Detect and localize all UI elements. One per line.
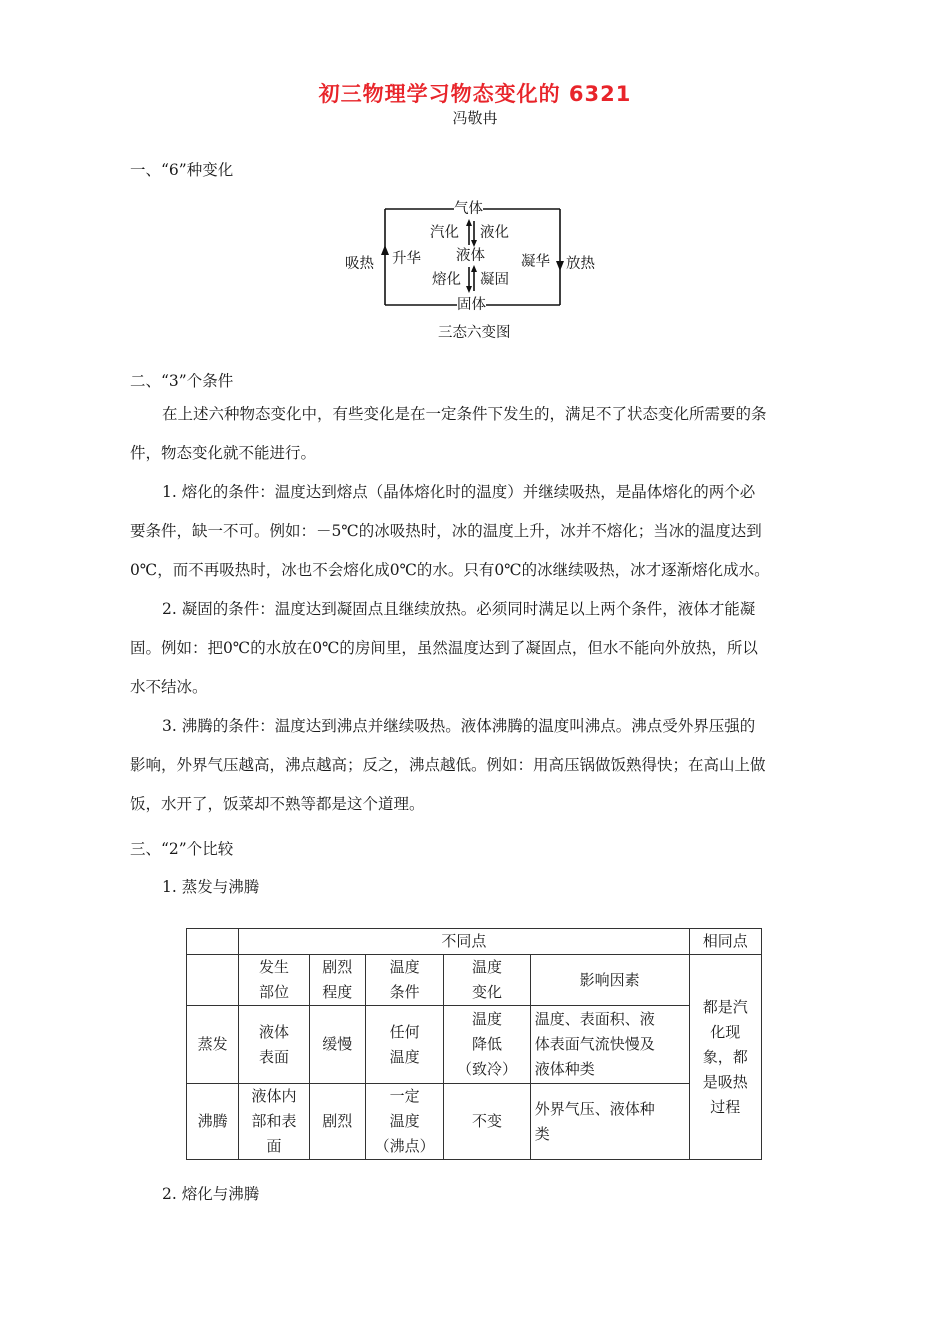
section1-heading: 一、“6”种变化 (130, 161, 234, 179)
table-row (187, 929, 762, 955)
same-points-cell: 都是汽 化现 象，都 是吸热 过程 (689, 955, 761, 1160)
deposit-label: 凝华 (521, 254, 550, 270)
item2-line-1: 2. 凝固的条件：温度达到凝固点且继续放热。必须同时满足以上两个条件，液体才能凝 (162, 600, 756, 618)
table-row (187, 955, 762, 1006)
evap-location: 液体 表面 (239, 1006, 309, 1084)
item1-line-1: 1. 熔化的条件：温度达到熔点（晶体熔化时的温度）并继续吸热，是晶体熔化的两个必 (162, 483, 756, 501)
absorb-heat-label: 吸热 (345, 256, 374, 272)
sublimation-arrowhead (381, 245, 389, 255)
table-row (187, 1084, 762, 1160)
liquefy-label: 液化 (480, 225, 509, 241)
section3-heading: 三、“2”个比较 (130, 840, 234, 858)
header-temp-condition: 温度 条件 (365, 955, 443, 1006)
item3-line-1: 3. 沸腾的条件：温度达到沸点并继续吸热。液体沸腾的温度叫沸点。沸点受外界压强的 (162, 717, 756, 735)
comparison-table (186, 928, 762, 1160)
header-factors: 影响因素 (530, 955, 689, 1006)
boil-location: 液体内 部和表 面 (239, 1084, 309, 1160)
vaporize-label: 汽化 (430, 225, 459, 241)
release-heat-label: 放热 (566, 256, 595, 272)
freeze-label: 凝固 (480, 272, 509, 288)
header-temp-change: 温度 变化 (444, 955, 530, 1006)
boil-factors: 外界气压、液体种 类 (530, 1084, 689, 1160)
item3-line-2: 影响，外界气压越高，沸点越高；反之，沸点越低。例如：用高压锅做饭熟得快；在高山上做 (130, 756, 766, 774)
evap-temp-change: 温度 降低 （致冷） (444, 1006, 530, 1084)
item3-line-3: 饭，水开了，饭菜却不熟等都是这个道理。 (130, 795, 425, 813)
item2-line-3: 水不结冰。 (130, 678, 208, 696)
solid-label: 固体 (457, 297, 486, 313)
item2-line-2: 固。例如：把0℃的水放在0℃的房间里，虽然温度达到了凝固点，但水不能向外放热，所以 (130, 639, 758, 657)
table-cell-empty (187, 929, 239, 955)
item1-line-3: 0℃，而不再吸热时，冰也不会熔化成0℃的水。只有0℃的冰继续吸热，冰才逐渐熔化成水。 (130, 561, 770, 579)
author: 冯敬冉 (452, 109, 498, 127)
header-intensity: 剧烈 程度 (309, 955, 365, 1006)
sublimate-label: 升华 (392, 251, 421, 267)
evap-intensity: 缓慢 (309, 1006, 365, 1084)
boil-name: 沸腾 (187, 1084, 239, 1160)
boil-temp-change: 不变 (444, 1084, 530, 1160)
liquid-label: 液体 (456, 248, 485, 264)
page-title: 初三物理学习物态变化的 6321 (318, 82, 632, 106)
deposition-arrowhead (556, 261, 564, 271)
group-diff-header: 不同点 (239, 929, 689, 955)
boil-temp-condition: 一定 温度 （沸点） (365, 1084, 443, 1160)
diagram-caption: 三态六变图 (438, 325, 511, 341)
boil-intensity: 剧烈 (309, 1084, 365, 1160)
section2-body (130, 395, 820, 824)
gas-label: 气体 (454, 201, 483, 217)
melt-label: 熔化 (432, 272, 461, 288)
subheading-evap-boil: 1. 蒸发与沸腾 (162, 878, 260, 896)
state-change-diagram (340, 195, 610, 345)
intro-line-2: 件，物态变化就不能进行。 (130, 444, 317, 462)
evap-temp-condition: 任何 温度 (365, 1006, 443, 1084)
section2-heading: 二、“3”个条件 (130, 372, 234, 390)
table-cell-empty (187, 955, 239, 1006)
intro-line-1: 在上述六种物态变化中，有些变化是在一定条件下发生的，满足不了状态变化所需要的条 (162, 405, 767, 423)
evap-factors: 温度、表面积、液 体表面气流快慢及 液体种类 (530, 1006, 689, 1084)
evap-name: 蒸发 (187, 1006, 239, 1084)
table-row (187, 1006, 762, 1084)
subheading-melt-boil: 2. 熔化与沸腾 (162, 1185, 260, 1203)
header-location: 发生 部位 (239, 955, 309, 1006)
item1-line-2: 要条件，缺一不可。例如：－5℃的冰吸热时，冰的温度上升，冰并不熔化；当冰的温度达到 (130, 522, 762, 540)
group-same-header: 相同点 (689, 929, 761, 955)
